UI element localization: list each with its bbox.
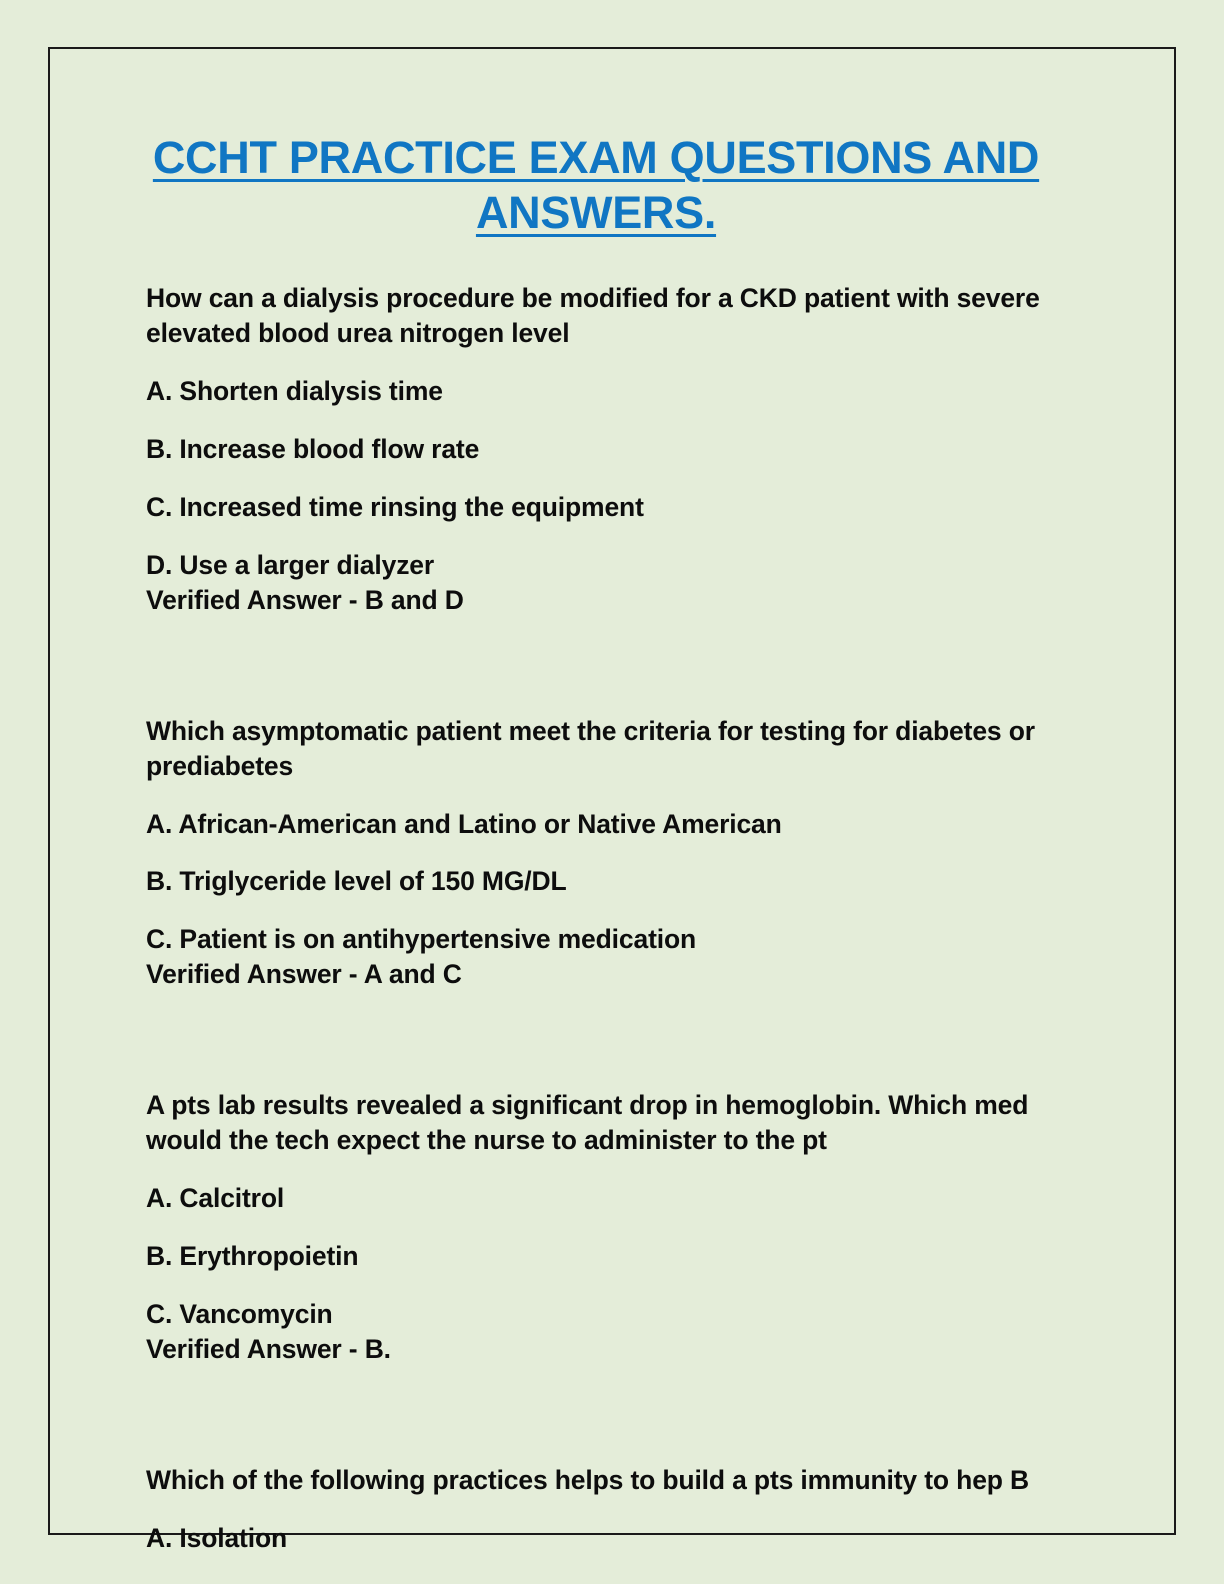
question-option[interactable]: C. Increased time rinsing the equipment: [146, 491, 644, 522]
question-option[interactable]: D. Use a larger dialyzer: [146, 549, 435, 580]
question-option[interactable]: B. Increase blood flow rate: [146, 433, 480, 464]
question-block-1: [146, 281, 1046, 618]
question-option[interactable]: B. Erythropoietin: [146, 1241, 359, 1272]
page-title: [146, 49, 1046, 241]
verified-answer: Verified Answer - B.: [146, 1334, 391, 1365]
question-prompt: A pts lab results revealed a significant drop in hemoglobin. Which med would the tech expect the nurse to administer to the pt: [146, 1090, 1029, 1156]
question-block-3: [146, 1088, 1046, 1367]
question-option[interactable]: A. Isolation: [146, 1523, 288, 1554]
question-option[interactable]: A. Calcitrol: [146, 1183, 285, 1214]
question-prompt: Which asymptomatic patient meet the criteria for testing for diabetes or prediabetes: [146, 715, 1035, 781]
question-prompt: How can a dialysis procedure be modified for a CKD patient with severe elevated blood urea nitrogen level: [146, 282, 1040, 348]
question-option[interactable]: A. Shorten dialysis time: [146, 375, 443, 406]
question-option[interactable]: C. Patient is on antihypertensive medication: [146, 924, 697, 955]
document-content: [146, 49, 1046, 1556]
question-option[interactable]: C. Vancomycin: [146, 1299, 333, 1330]
question-prompt: Which of the following practices helps to build a pts immunity to hep B: [146, 1465, 1030, 1496]
page-title-text: CCHT PRACTICE EXAM QUESTIONS AND ANSWERS.: [152, 132, 1040, 238]
question-option[interactable]: B. Triglyceride level of 150 MG/DL: [146, 866, 567, 897]
question-block-4: [146, 1463, 1046, 1556]
verified-answer: Verified Answer - A and C: [146, 959, 462, 990]
question-block-2: [146, 714, 1046, 993]
document-page: [48, 47, 1176, 1554]
verified-answer: Verified Answer - B and D: [146, 584, 464, 615]
question-option[interactable]: A. African-American and Latino or Native American: [146, 808, 782, 839]
